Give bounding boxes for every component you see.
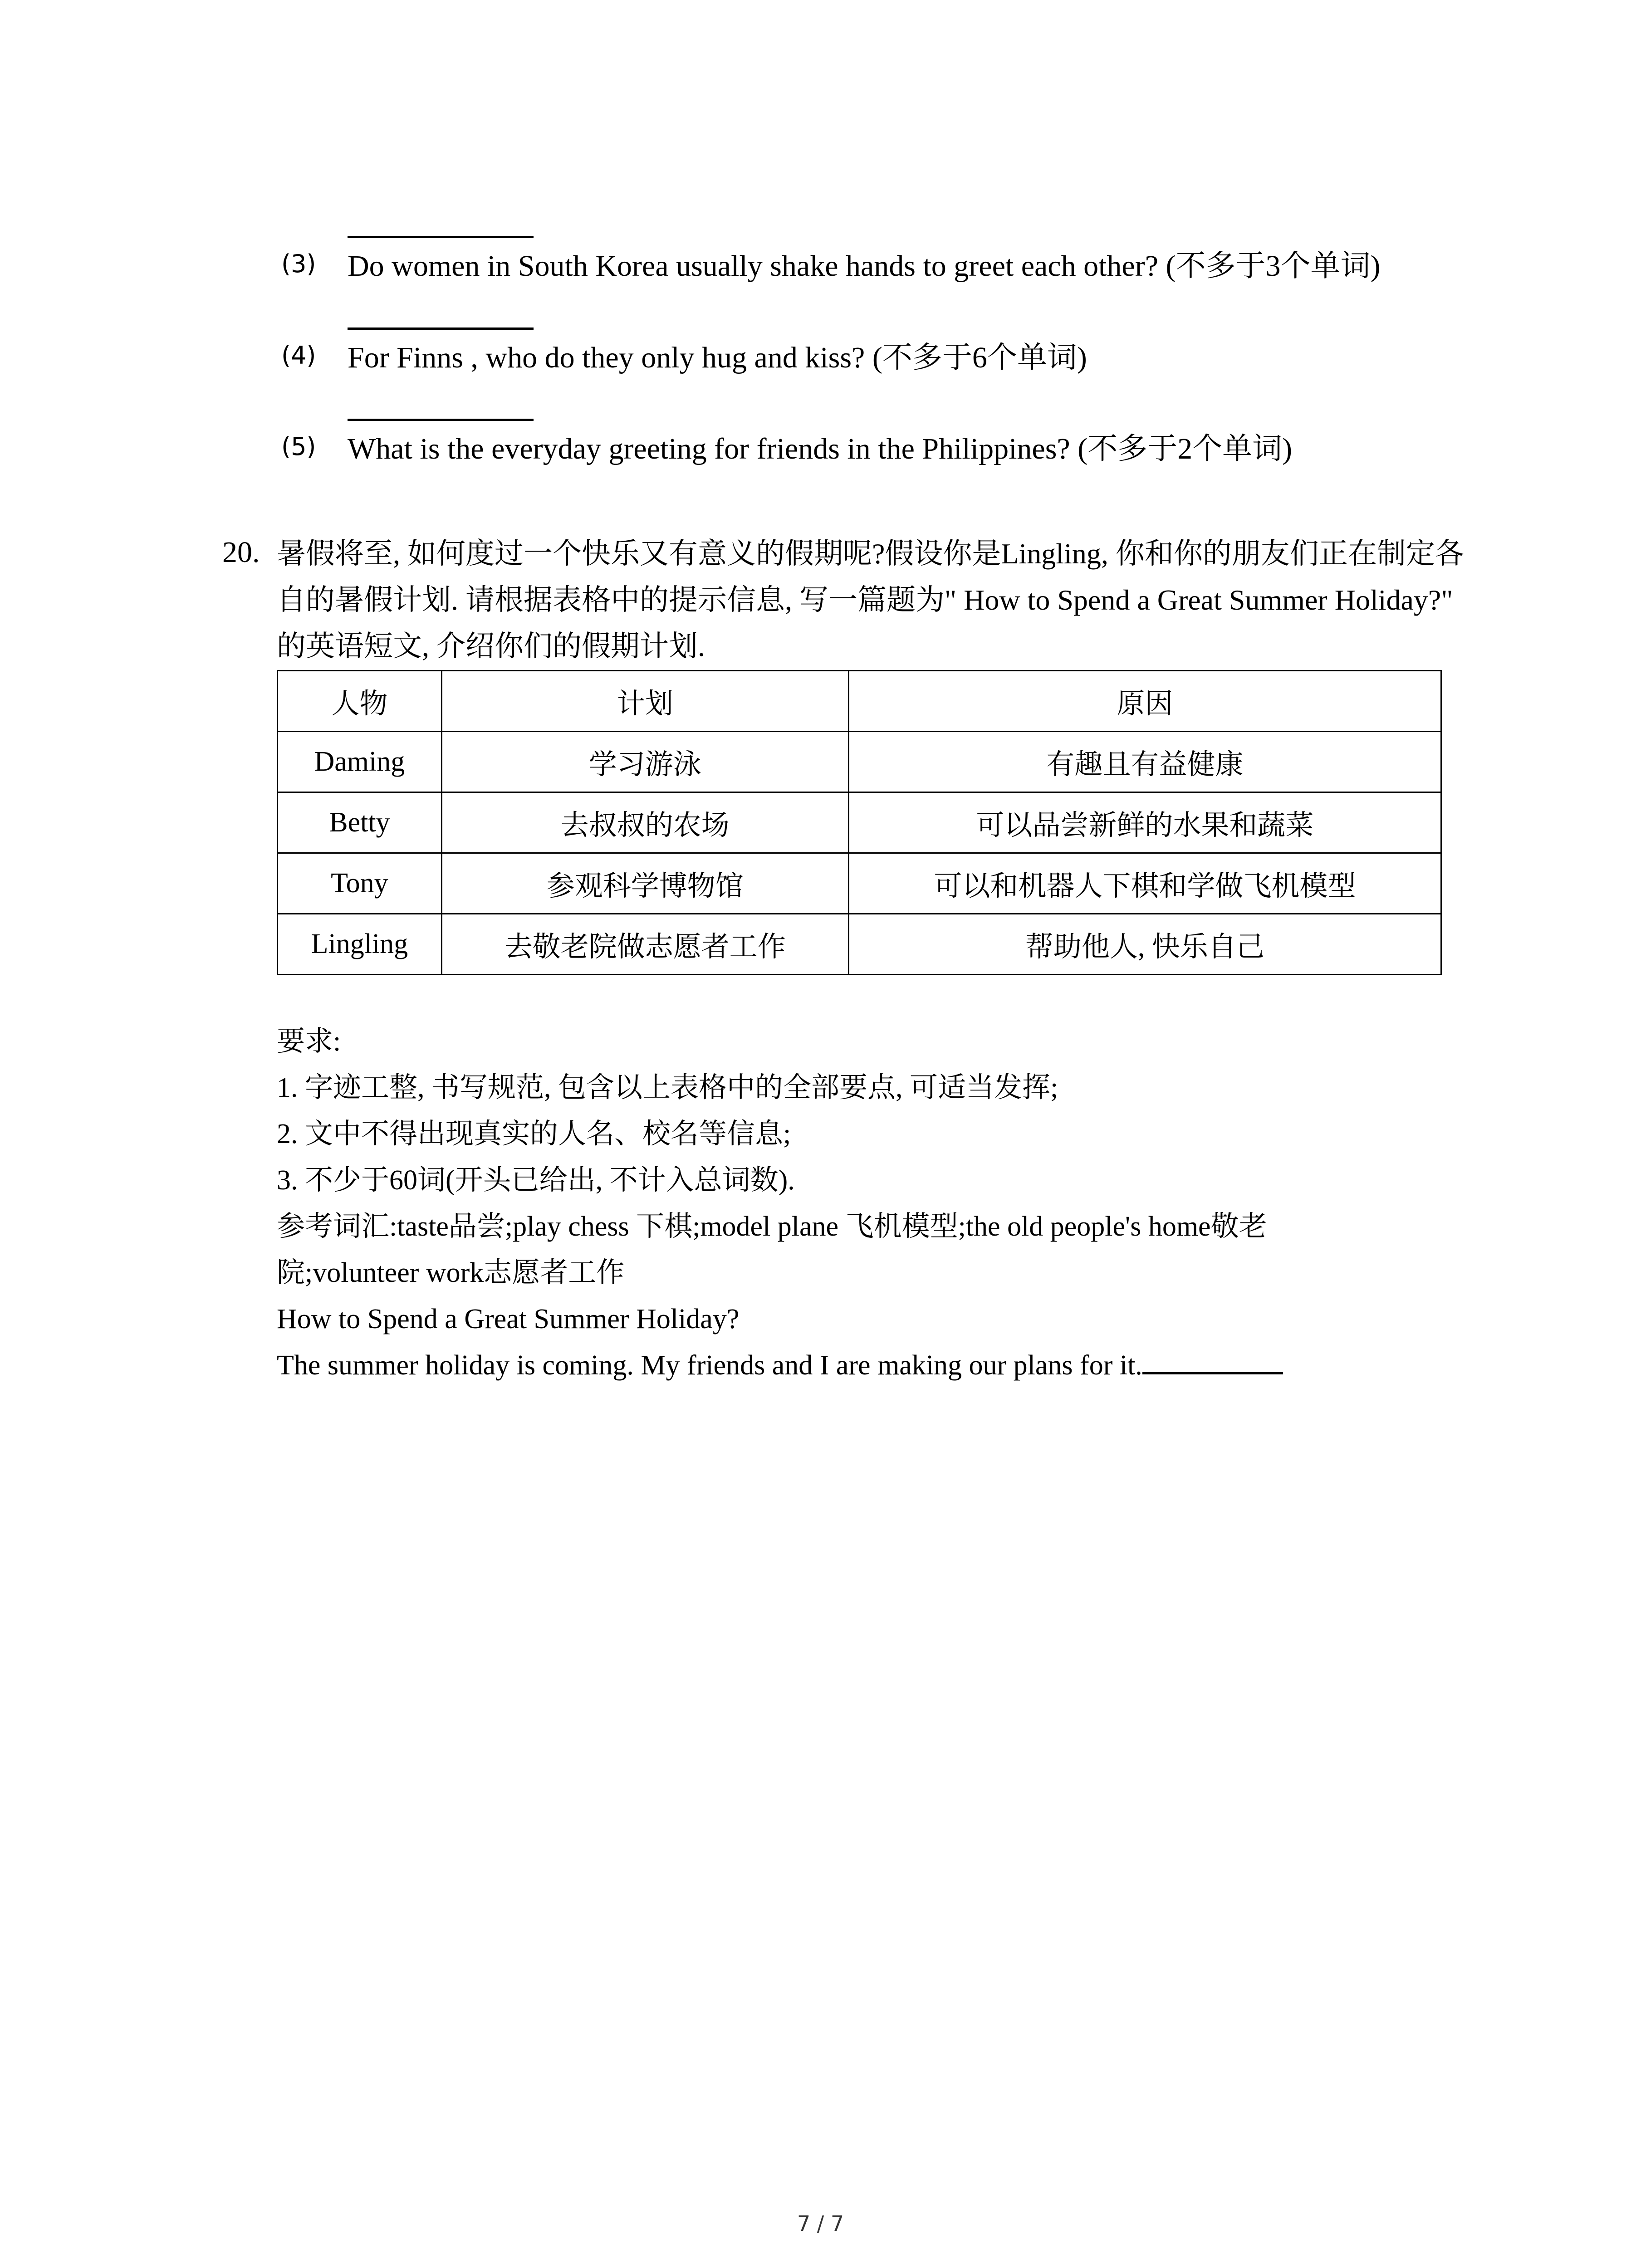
- answer-blank[interactable]: [348, 236, 534, 238]
- table-row: [278, 914, 1441, 975]
- page-number: 7 / 7: [797, 2211, 844, 2236]
- sub-question-number: (5): [281, 432, 316, 461]
- essay-title: How to Spend a Great Summer Holiday?: [277, 1304, 740, 1334]
- table-cell-reason: 帮助他人, 快乐自己: [848, 914, 1441, 975]
- sub-question-5: [281, 419, 1506, 473]
- table-cell-reason: 可以和机器人下棋和学做飞机模型: [848, 853, 1441, 914]
- table-header-cell: 原因: [848, 671, 1441, 732]
- table-row: [278, 732, 1441, 792]
- plan-table: [277, 670, 1442, 975]
- table-row: [278, 792, 1441, 853]
- table-header-cell: 计划: [441, 671, 848, 732]
- table-cell-plan: 去敬老院做志愿者工作: [441, 914, 848, 975]
- requirements-block: [277, 1018, 1388, 1388]
- question-number: 20.: [222, 536, 260, 569]
- reference-vocabulary: 参考词汇:taste品尝;play chess 下棋;model plane 飞机模型;the old people's home敬老院;volunteer work志愿者工作: [277, 1211, 1267, 1288]
- table-cell-reason: 可以品尝新鲜的水果和蔬菜: [848, 792, 1441, 853]
- answer-blank[interactable]: [348, 419, 534, 421]
- table-header-cell: 人物: [278, 671, 442, 732]
- sub-question-text: Do women in South Korea usually shake hands to greet each other? (不多于3个单词): [348, 249, 1381, 283]
- sub-question-text: What is the everyday greeting for friends in the Philippines? (不多于2个单词): [348, 432, 1293, 465]
- table-cell-person: Lingling: [278, 914, 442, 975]
- table-cell-reason: 有趣且有益健康: [848, 732, 1441, 792]
- sub-question-4: [281, 327, 1506, 382]
- sub-question-text: For Finns , who do they only hug and kiss? (不多于6个单词): [348, 341, 1087, 374]
- essay-answer-blank[interactable]: [1142, 1345, 1283, 1374]
- table-cell-person: Tony: [278, 853, 442, 914]
- answer-blank[interactable]: [348, 327, 534, 330]
- sub-question-3: [281, 236, 1506, 290]
- table-header-row: [278, 671, 1441, 732]
- requirement-item: 3. 不少于60词(开头已给出, 不计入总词数).: [277, 1165, 795, 1196]
- table-cell-plan: 学习游泳: [441, 732, 848, 792]
- table-cell-person: Daming: [278, 732, 442, 792]
- question-stem: 暑假将至, 如何度过一个快乐又有意义的假期呢?假设你是Lingling, 你和你的朋友们正在制定各自的暑假计划. 请根据表格中的提示信息, 写一篇题为" How to Spend a Great Summer Holiday?" 的英语短文, 介绍你们的假期计划.: [277, 538, 1464, 662]
- essay-opening-text: The summer holiday is coming. My friends and I are making our plans for it.: [277, 1350, 1142, 1381]
- table-cell-plan: 参观科学博物馆: [441, 853, 848, 914]
- sub-question-number: (3): [281, 249, 316, 278]
- table-cell-plan: 去叔叔的农场: [441, 792, 848, 853]
- requirements-label: 要求:: [277, 1026, 341, 1057]
- requirement-item: 2. 文中不得出现真实的人名、校名等信息;: [277, 1119, 791, 1149]
- table-row: [278, 853, 1441, 914]
- sub-question-number: (4): [281, 341, 316, 370]
- essay-opening: [277, 1342, 1388, 1388]
- requirement-item: 1. 字迹工整, 书写规范, 包含以上表格中的全部要点, 可适当发挥;: [277, 1072, 1058, 1103]
- table-cell-person: Betty: [278, 792, 442, 853]
